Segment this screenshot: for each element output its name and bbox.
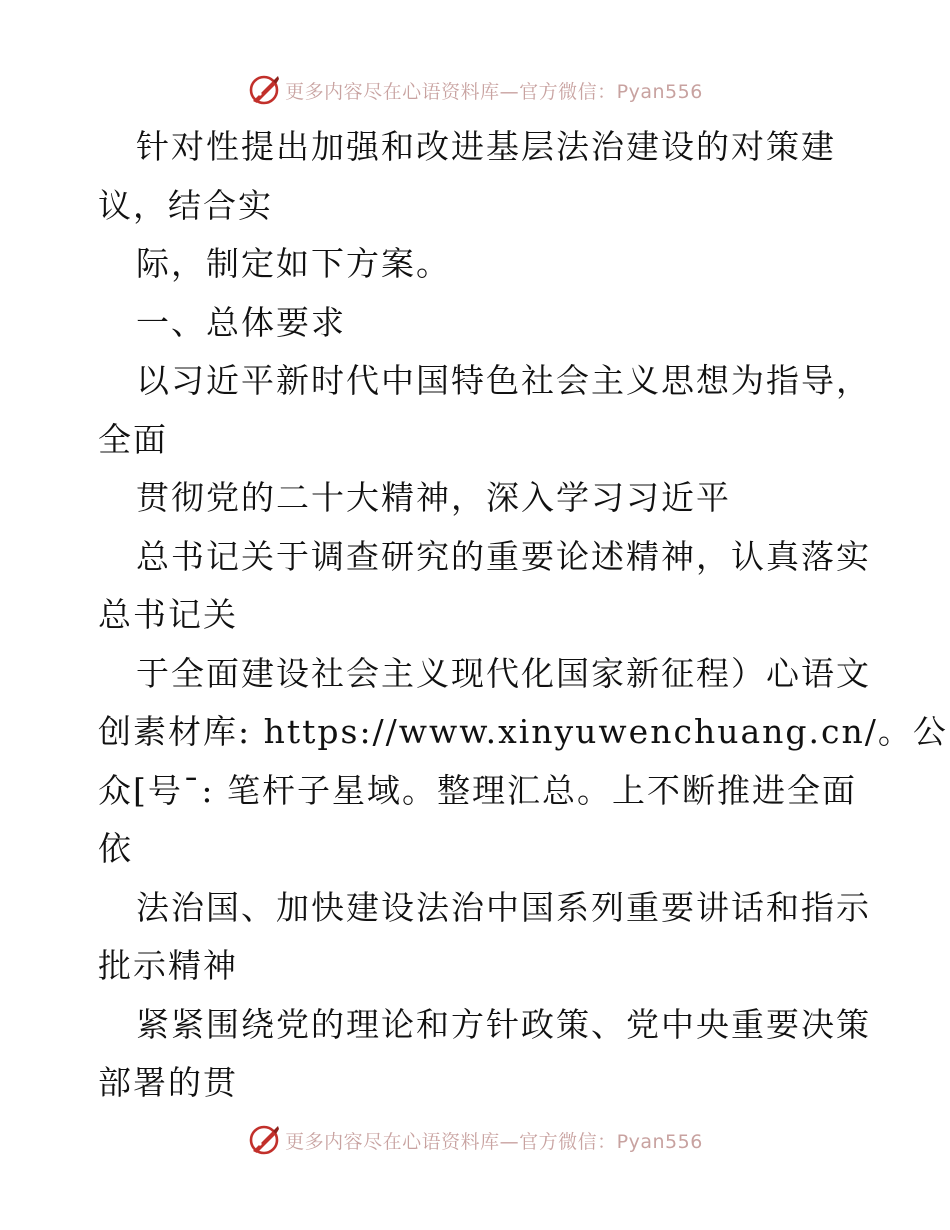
document-line	[98, 996, 871, 1055]
line-text: 以习近平新时代中国特色社会主义思想为指导，	[136, 361, 871, 400]
header-watermark-banner	[0, 70, 950, 110]
document-line	[98, 469, 858, 528]
line-text: 际，制定如下方案。	[136, 244, 451, 283]
document-body	[98, 118, 948, 1113]
document-line	[98, 937, 858, 996]
line-text: 总书记关于调查研究的重要论述精神，认真落实	[136, 536, 871, 576]
document-line	[98, 879, 871, 938]
document-line	[98, 645, 871, 704]
document-line	[98, 703, 948, 762]
line-text: 针对性提出加强和改进基层法治建设的对策建	[136, 127, 836, 166]
line-text: 依	[98, 829, 133, 868]
document-line	[98, 762, 858, 821]
document-line	[98, 352, 871, 411]
line-text: 于全面建设社会主义现代化国家新征程）心语文	[136, 653, 871, 693]
document-line	[98, 586, 858, 645]
quill-pen-logo-icon	[247, 1123, 281, 1157]
footer-watermark-banner	[0, 1120, 950, 1160]
document-line	[98, 118, 858, 177]
line-text: 创素材库: https://www.xinyuwenchuang.cn/。公	[98, 712, 948, 751]
document-line	[98, 528, 871, 587]
line-text: 全面	[98, 419, 168, 459]
line-text: 一、总体要求	[136, 302, 346, 342]
line-text: 批示精神	[98, 946, 238, 985]
document-line	[98, 294, 858, 353]
watermark-text: 更多内容尽在心语资料库—官方微信：Pyan556	[285, 1130, 703, 1153]
line-text: 部署的贯	[98, 1063, 238, 1102]
document-line	[98, 411, 858, 470]
line-text: 众[号¯: 笔杆子星域。整理汇总。上不断推进全面	[98, 770, 857, 810]
line-text: 总书记关	[98, 595, 238, 634]
line-text: 贯彻党的二十大精神，深入学习习近平	[136, 478, 731, 517]
line-text: 议，结合实	[98, 185, 273, 225]
quill-pen-logo-icon	[247, 73, 281, 107]
line-text: 法治国、加快建设法治中国系列重要讲话和指示	[136, 887, 871, 927]
document-line	[98, 177, 858, 236]
line-text: 紧紧围绕党的理论和方针政策、党中央重要决策	[136, 1004, 871, 1044]
document-line	[98, 1054, 858, 1113]
document-line	[98, 820, 858, 879]
document-line	[98, 235, 858, 294]
watermark-text: 更多内容尽在心语资料库—官方微信：Pyan556	[285, 80, 703, 103]
